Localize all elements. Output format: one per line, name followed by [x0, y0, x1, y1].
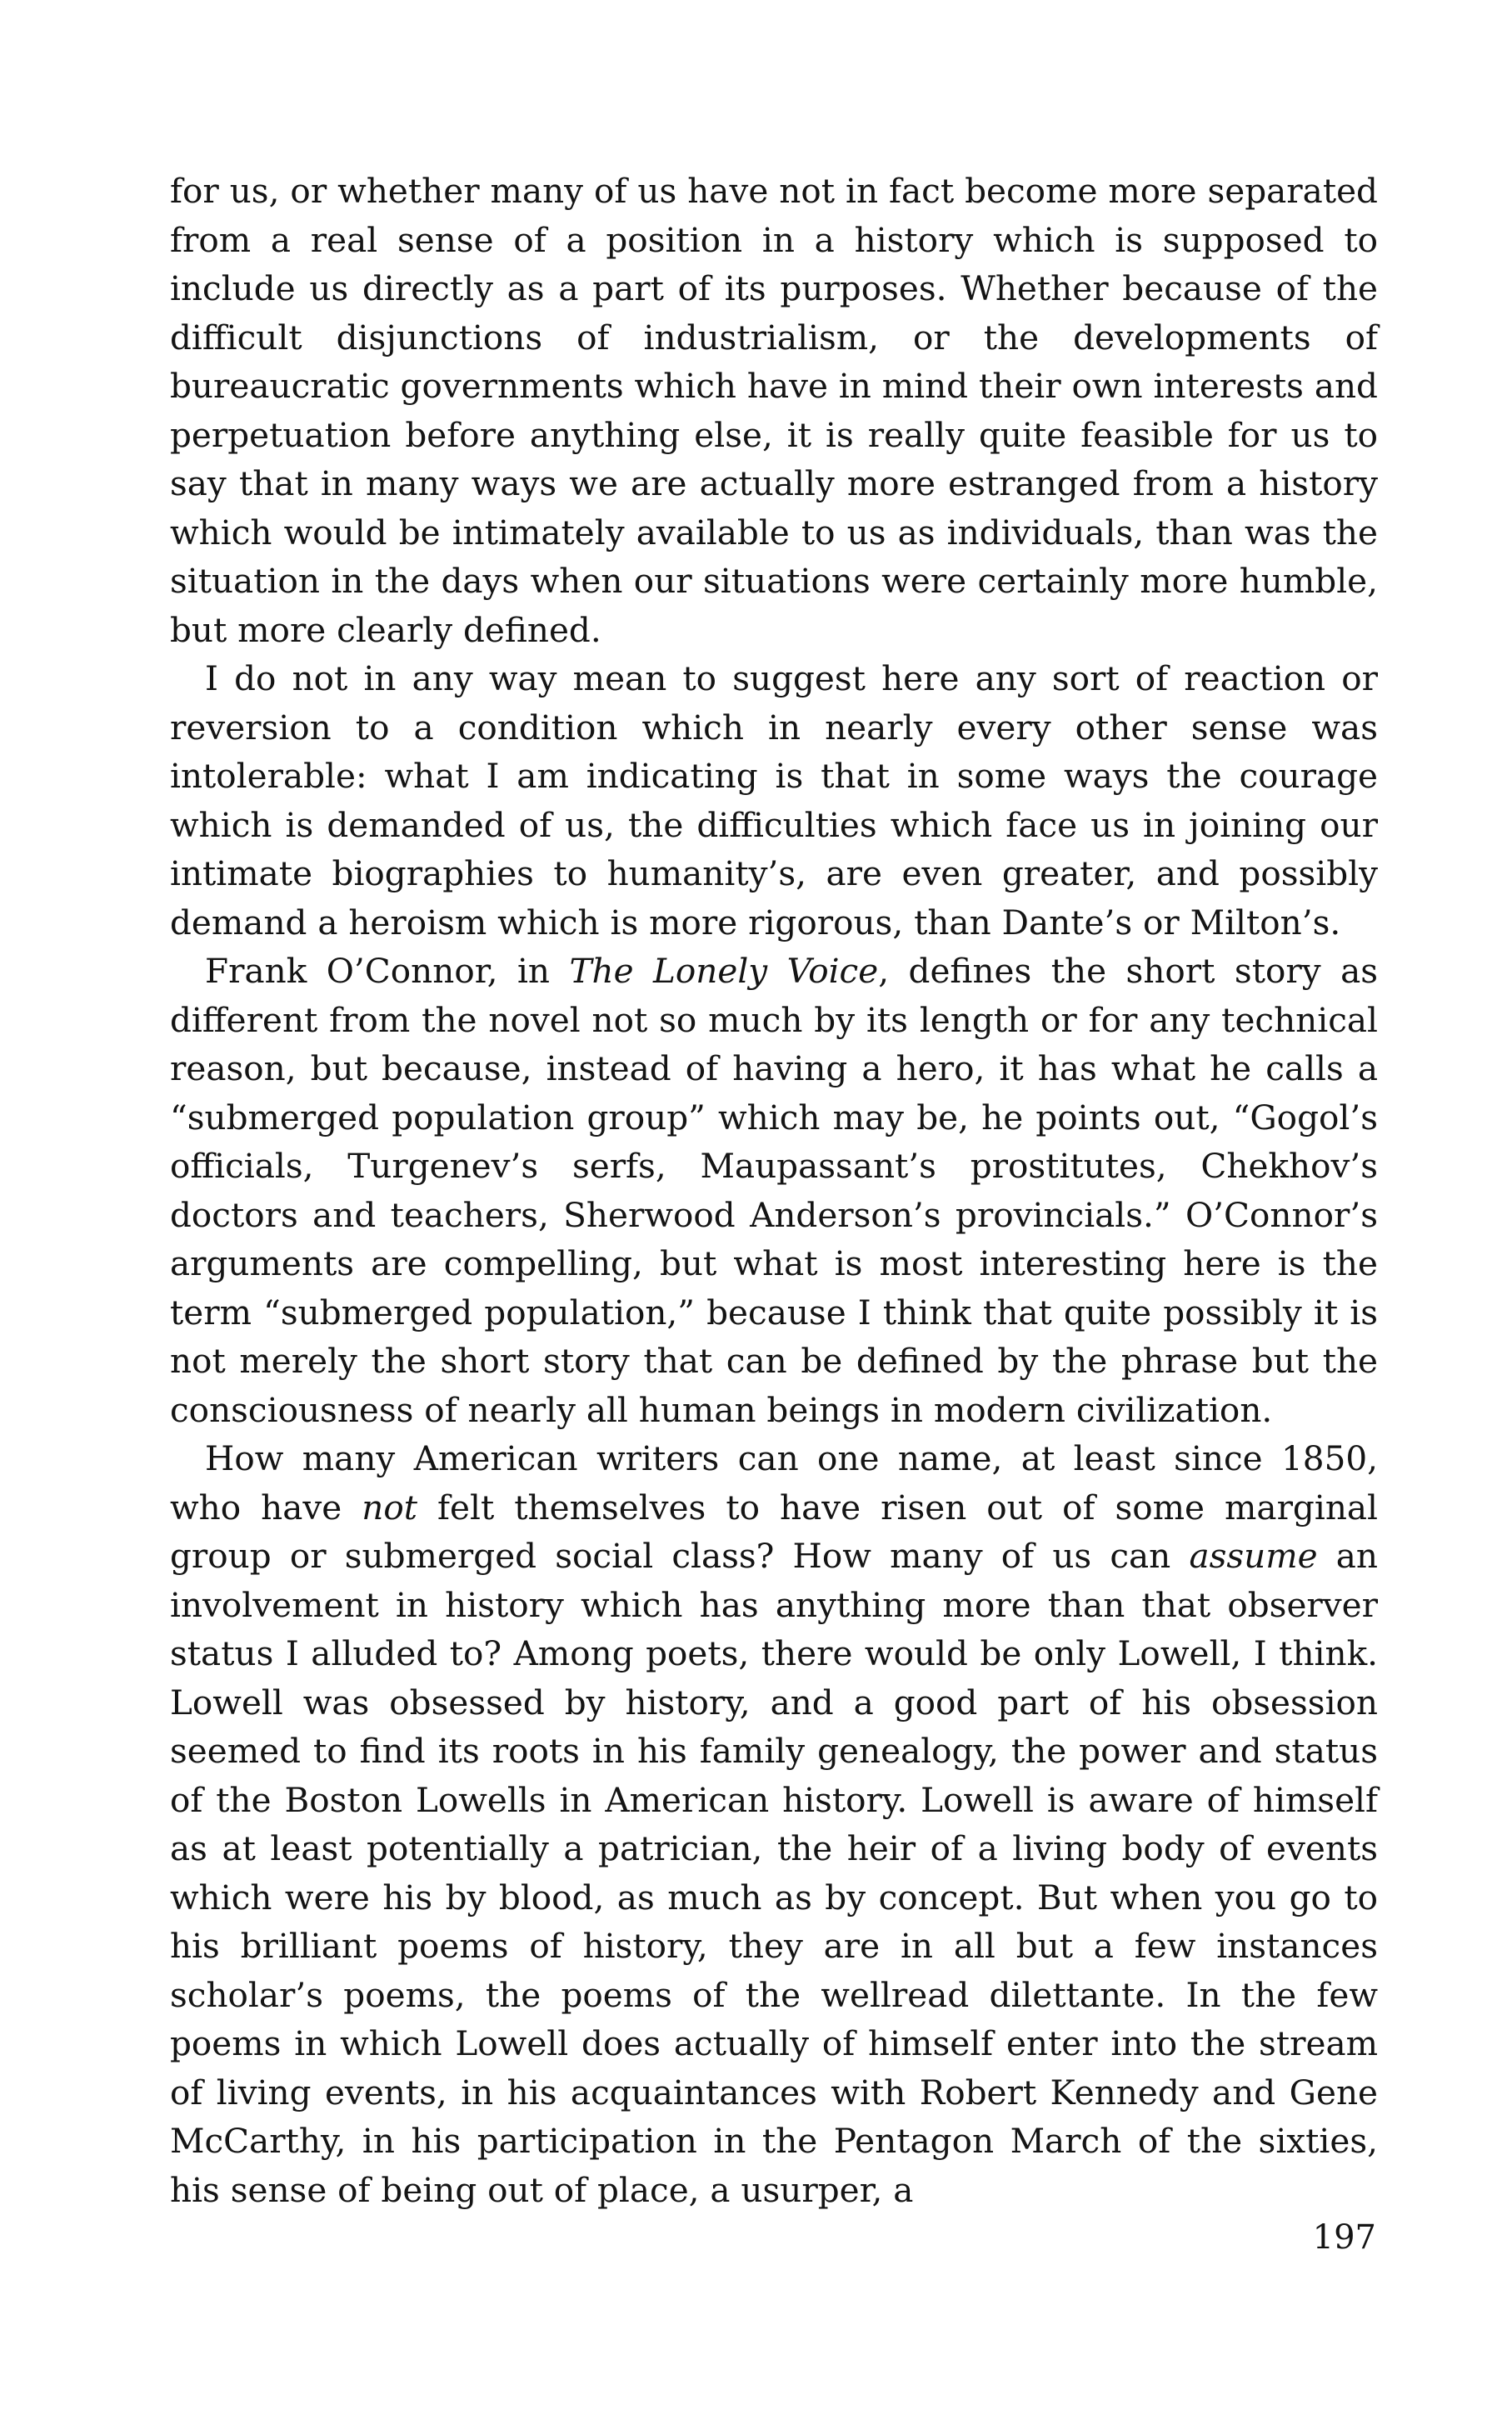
- text-run: an involvement in history which has anything more than that observer status I alluded to? Among poets, there would be only Lowell, I think. Lowell was obsessed by history, and a good part of his obsession seemed to find its roots in his family genealogy, the power and status of the Boston Lowells in American history. Lowell is aware of himself as at least potentially a patrician, the heir of a living body of events which were his by blood, as much as by concept. But when you go to his brilliant poems of history, they are in all but a few instances scholar’s poems, the poems of the wellread dilettante. In the few poems in which Lowell does actually of himself enter into the stream of living events, in his acquaintances with Robert Kennedy and Gene McCarthy, in his participation in the Pentagon March of the sixties, his sense of being out of place, a usurper, a: [170, 1536, 1379, 2210]
- paragraph: [170, 167, 1378, 654]
- body-text: [170, 167, 1378, 2214]
- text-run: felt themselves to have risen out of some marginal group or submerged social class? How many of us can: [170, 1487, 1378, 1576]
- italic-text: assume: [1189, 1536, 1318, 1576]
- text-run: Frank O’Connor, in: [205, 951, 570, 991]
- italic-text: not: [362, 1487, 418, 1528]
- paragraph: [170, 947, 1378, 1434]
- page-number: 197: [1312, 2218, 1376, 2257]
- text-run: How many American writers can one name, at least since 1850, who have: [170, 1438, 1378, 1528]
- paragraph: [170, 654, 1378, 947]
- text-run: , defines the short story as different from the novel not so much by its length or for any technical reason, but because, instead of having a hero, it has what he calls a “submerged population group” which may be, he points out, “Gogol’s officials, Turgenev’s serfs, Maupassant’s prostitutes, Chekhov’s doctors and teachers, Sherwood Anderson’s provincials.” O’Connor’s arguments are compelling, but what is most interesting here is the term “submerged population,” because I think that quite possibly it is not merely the short story that can be defined by the phrase but the consciousness of nearly all human beings in modern civilization.: [170, 951, 1378, 1430]
- italic-text: The Lonely Voice: [569, 951, 879, 991]
- text-run: I do not in any way mean to suggest here any sort of reaction or reversion to a condition which in nearly every other sense was intolerable: what I am indicating is that in some ways the courage which is demanded of us, the difficulties which face us in joining our intimate biographies to humanity’s, are even greater, and possibly demand a heroism which is more rigorous, than Dante’s or Milton’s.: [170, 658, 1378, 942]
- paragraph: [170, 1434, 1378, 2214]
- text-run: for us, or whether many of us have not in fact become more separated from a real sense of a position in a history which is supposed to include us directly as a part of its purposes. Whether because of the difficult disjunctions of industrialism, or the developments of bureaucratic governments which have in mind their own interests and perpetuation before anything else, it is really quite feasible for us to say that in many ways we are actually more estranged from a history which would be intimately available to us as individuals, than was the situation in the days when our situations were certainly more humble, but more clearly defined.: [170, 171, 1378, 650]
